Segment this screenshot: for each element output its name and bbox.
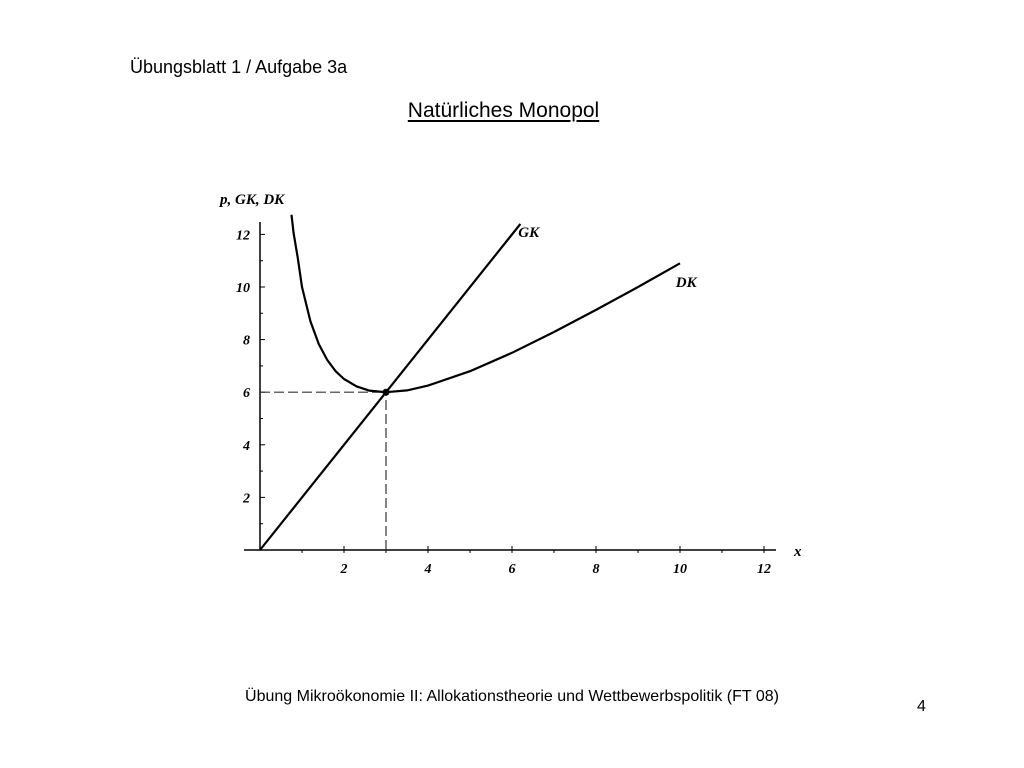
x-tick-label: 6 [508,562,516,577]
x-tick-label: 4 [424,562,432,577]
intersection-point [383,389,390,396]
y-tick-label: 6 [243,386,250,402]
slide-header: Übungsblatt 1 / Aufgabe 3a [130,57,348,77]
y-tick-label: 8 [243,333,250,349]
y-tick-label: 4 [243,438,250,454]
x-tick-label: 2 [340,562,348,577]
y-tick-label: 12 [236,228,250,244]
y-axis-label: p, GK, DK [220,192,285,208]
x-tick-label: 12 [757,562,771,577]
series-line-dk [292,215,681,393]
slide-title: Natürliches Monopol [407,99,600,122]
x-tick-label: 8 [592,562,600,577]
y-tick-label: 2 [243,491,250,507]
slide-footer: Übung Mikroökonomie II: Allokationstheorie und Wettbewerbspolitik (FT 08) [245,688,779,705]
y-tick-label: 10 [236,281,250,296]
chart-series [260,215,680,550]
page-number: 4 [917,698,926,715]
curve-label-dk: DK [675,275,697,291]
curve-label-gk: GK [518,225,540,242]
chart-labels [218,192,802,560]
x-tick-label: 10 [673,562,687,577]
x-axis-label: x [794,544,802,560]
